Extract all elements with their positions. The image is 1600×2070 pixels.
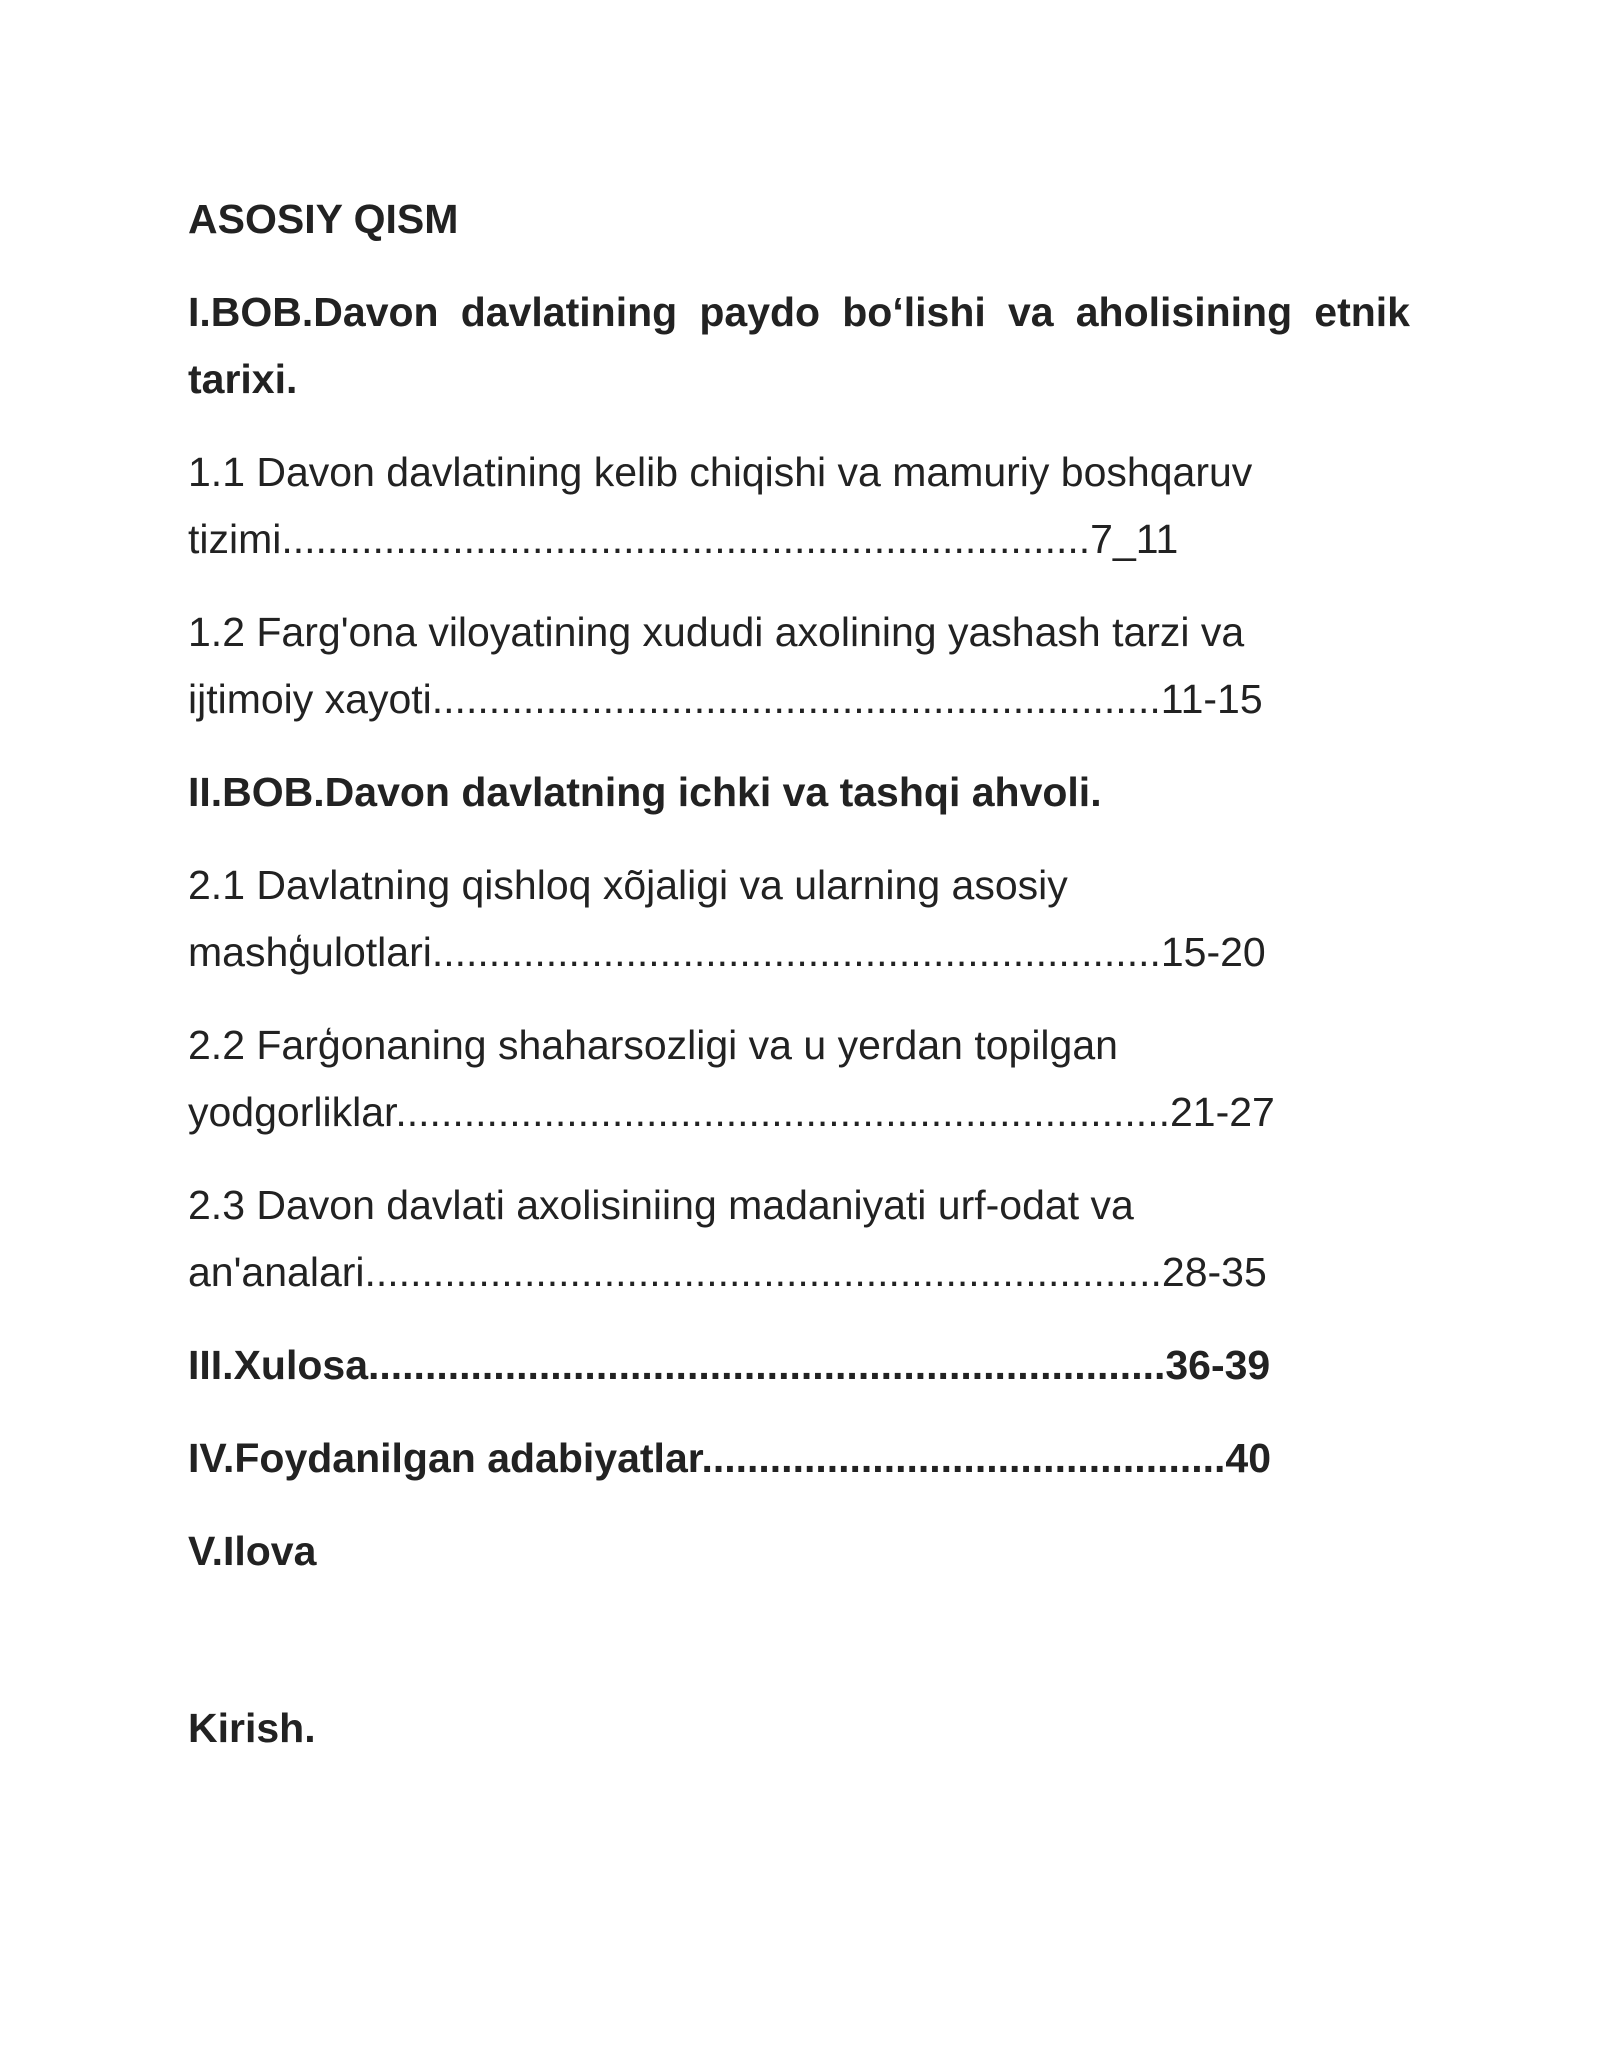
- toc-entry-1-1: [188, 439, 1410, 573]
- chapter-1-title: I.BOB.Davon davlatining paydo bo‘lishi va aholisining etnik tarixi.: [188, 289, 1410, 402]
- toc-conclusion: III.Xulosa......................................................................36-39: [188, 1342, 1271, 1388]
- toc-entry-2-3-line2: an'analari......................................................................28-35: [188, 1249, 1267, 1295]
- toc-entry-2-1-line1: 2.1 Davlatning qishloq xõjaligi va ularning asosiy: [188, 862, 1068, 908]
- toc-entry-1-2: [188, 599, 1410, 733]
- toc-entry-2-1: [188, 852, 1410, 986]
- toc-entry-1-1-line2: tizimi.......................................................................7_11: [188, 516, 1179, 562]
- toc-appendix: V.Ilova: [188, 1528, 317, 1574]
- toc-entry-2-1-line2: mashģulotlari................................................................15-20: [188, 929, 1266, 975]
- document-page: [188, 186, 1410, 1788]
- introduction-heading: Kirish.: [188, 1705, 316, 1751]
- toc-entry-1-1-line1: 1.1 Davon davlatining kelib chiqishi va mamuriy boshqaruv: [188, 449, 1253, 495]
- toc-entry-1-2-line2: ijtimoiy xayoti................................................................11-15: [188, 676, 1263, 722]
- toc-references: IV.Foydanilgan adabiyatlar..............................................40: [188, 1435, 1272, 1481]
- toc-entry-2-2: [188, 1012, 1410, 1146]
- toc-entry-2-2-line1: 2.2 Farģonaning shaharsozligi va u yerdan topilgan: [188, 1022, 1118, 1068]
- toc-entry-1-2-line1: 1.2 Farg'ona viloyatining xududi axolining yashash tarzi va: [188, 609, 1245, 655]
- page-title: ASOSIY QISM: [188, 196, 459, 242]
- chapter-2-title: II.BOB.Davon davlatning ichki va tashqi ahvoli.: [188, 769, 1102, 815]
- toc-entry-2-3: [188, 1172, 1410, 1306]
- toc-entry-2-2-line2: yodgorliklar....................................................................21-27: [188, 1089, 1275, 1135]
- toc-entry-2-3-line1: 2.3 Davon davlati axolisiniing madaniyati urf-odat va: [188, 1182, 1134, 1228]
